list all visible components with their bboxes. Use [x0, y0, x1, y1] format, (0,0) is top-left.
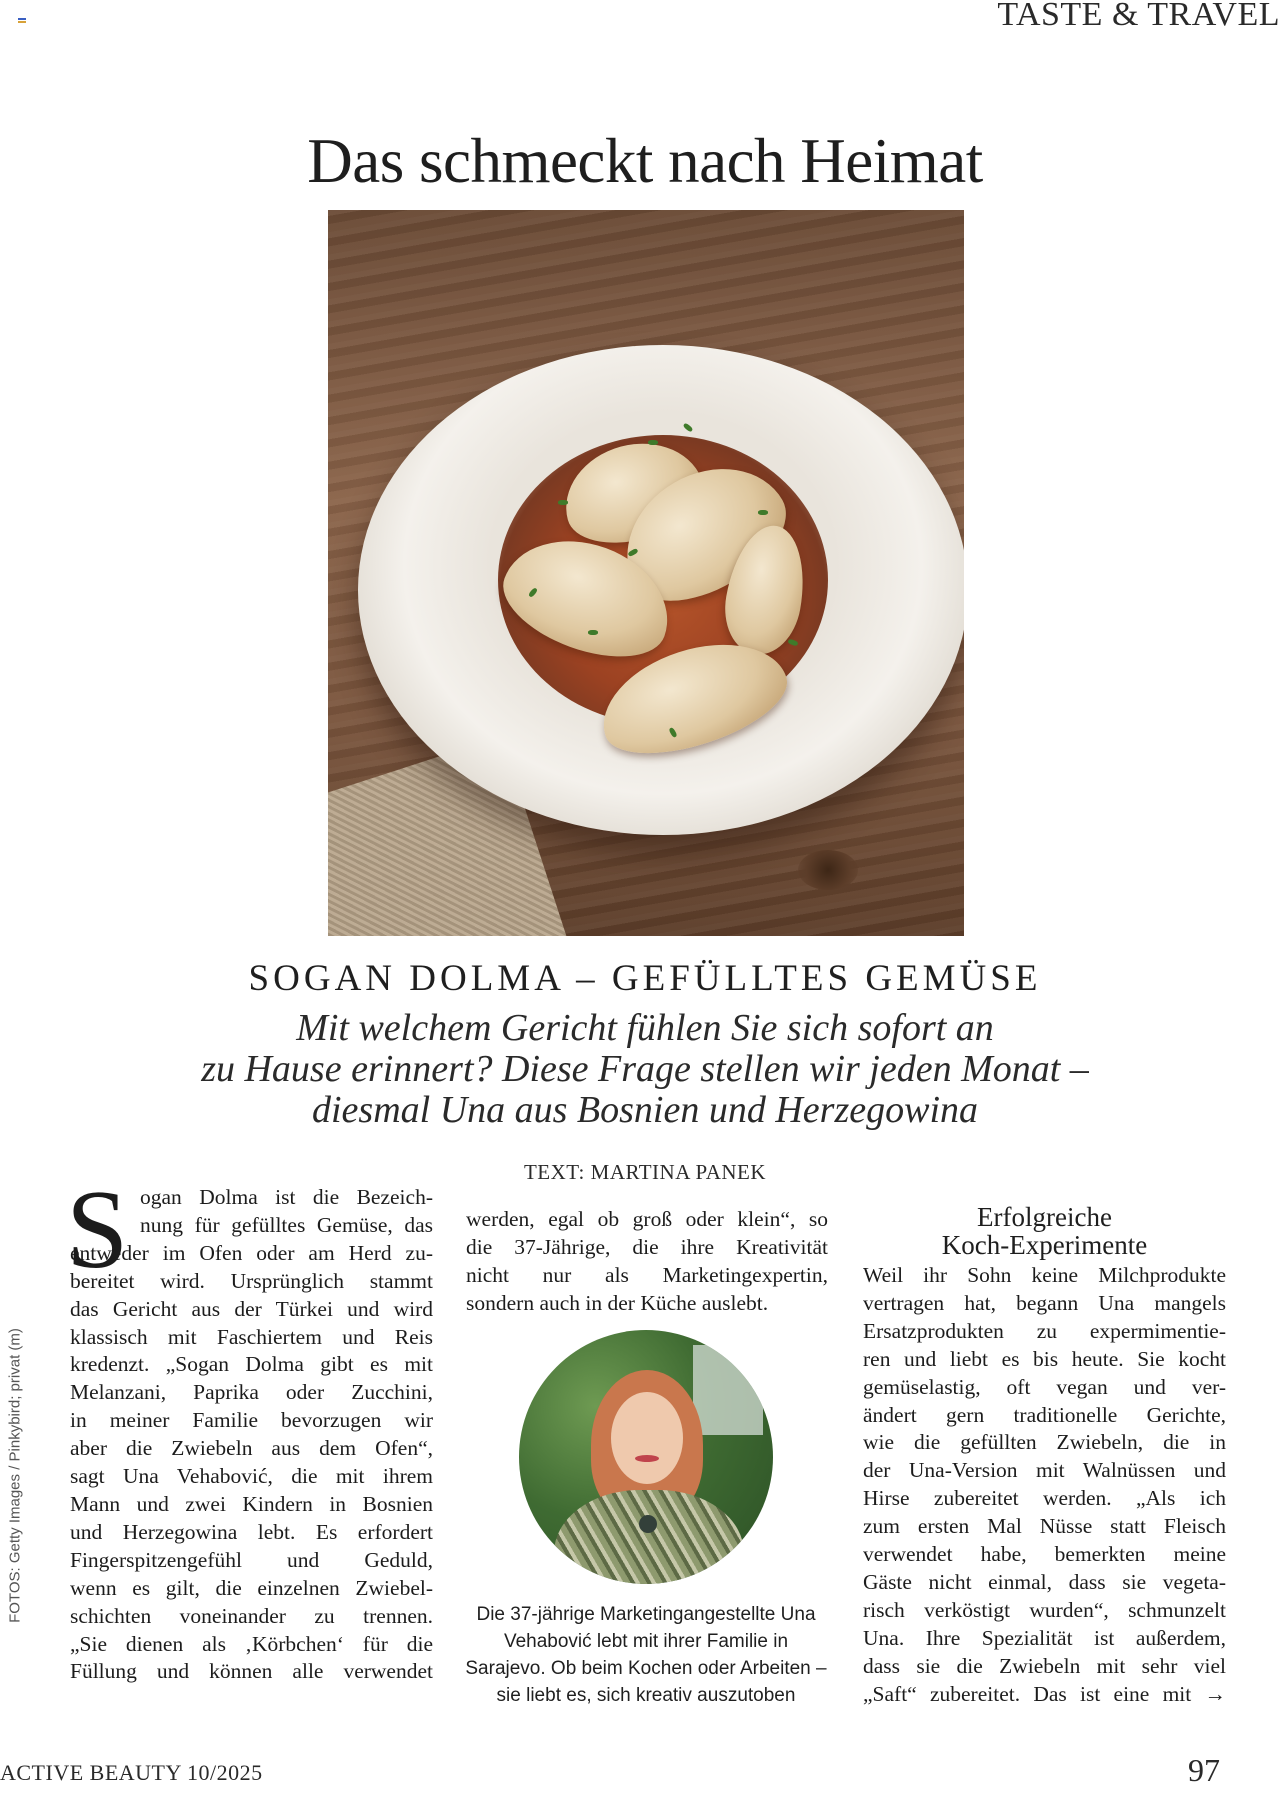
- text-line: Mann und zwei Kindern in Bosnien: [70, 1491, 433, 1516]
- food-photo: [328, 210, 964, 936]
- flag-mark-icon: [18, 18, 26, 23]
- magazine-issue: ACTIVE BEAUTY 10/2025: [0, 1760, 263, 1785]
- text-line: und Herzegowina lebt. Es erfordert: [70, 1519, 433, 1544]
- page-title: Das schmeckt nach Heimat: [307, 126, 983, 196]
- text-line: klassisch mit Faschiertem und Reis: [70, 1324, 433, 1349]
- portrait-face: [611, 1392, 683, 1484]
- dish-subhead: SOGAN DOLMA – GEFÜLLTES GEMÜSE: [248, 958, 1042, 999]
- text-line: vertragen hat, begann Una mangels: [863, 1290, 1226, 1315]
- text-line: gemüselastig, oft vegan und ver-: [863, 1374, 1226, 1399]
- text-line: wenn es gilt, die einzelnen Zwiebel-: [70, 1575, 433, 1600]
- text-line: Ersatzprodukten zu expermimentie-: [863, 1318, 1226, 1343]
- heading-line: Erfolgreiche: [977, 1202, 1112, 1232]
- intro-text: [170, 1008, 1120, 1131]
- portrait-blouse: [554, 1490, 744, 1584]
- text-line: Melanzani, Paprika oder Zucchini,: [70, 1380, 433, 1405]
- text-line: werden, egal ob groß oder klein“, so: [466, 1207, 828, 1231]
- drop-cap: S: [66, 1168, 129, 1292]
- photo-credit: FOTOS: Getty Images / Pinkybird; privat (m): [6, 1328, 24, 1623]
- text-line: Fingerspitzengefühl und Geduld,: [70, 1547, 433, 1572]
- text-line: wie die gefüllten Zwiebeln, die in: [863, 1430, 1226, 1455]
- text-line: Weil ihr Sohn keine Milchprodukte: [863, 1263, 1226, 1287]
- text-line: „Saft“ zubereitet. Das ist eine mit →: [863, 1681, 1226, 1706]
- portrait-photo: [519, 1330, 773, 1584]
- text-line: „Sie dienen als ‚Körbchen‘ für die: [70, 1631, 433, 1656]
- article-column-3: [863, 1262, 1226, 1709]
- page-number: 97: [1188, 1752, 1220, 1788]
- text-line: Una. Ihre Spezialität ist außerdem,: [863, 1625, 1226, 1650]
- text-line: kredenzt. „Sogan Dolma gibt es mit: [70, 1352, 433, 1377]
- caption-line: Vehabović lebt mit ihrer Familie in: [503, 1631, 789, 1652]
- intro-line: zu Hause erinnert? Diese Frage stellen wir jeden Monat –: [201, 1048, 1089, 1090]
- text-line: risch verköstigt wurden“, schmunzelt: [863, 1597, 1226, 1622]
- article-column-2: [466, 1206, 828, 1318]
- text-line: nung für gefülltes Gemüse, das: [140, 1212, 433, 1237]
- text-line: ändert gern traditionelle Gerichte,: [863, 1402, 1226, 1427]
- text-line: sagt Una Vehabović, die mit ihrem: [70, 1464, 433, 1489]
- text-line: ren und liebt es bis heute. Sie kocht: [863, 1346, 1226, 1371]
- heading-line: Koch-Experimente: [941, 1230, 1148, 1260]
- text-line: die 37-Jährige, die ihre Kreativität: [466, 1234, 828, 1259]
- text-line: Hirse zubereitet werden. „Als ich: [863, 1486, 1226, 1511]
- text-line: Gäste nicht einmal, dass sie vegeta-: [863, 1569, 1226, 1594]
- section-label: TASTE & TRAVEL: [997, 0, 1280, 33]
- text-line: entweder im Ofen oder am Herd zu-: [70, 1240, 433, 1265]
- text-line: verwendet habe, bemerkten meine: [863, 1542, 1226, 1567]
- intro-line: diesmal Una aus Bosnien und Herzegowina: [311, 1089, 979, 1131]
- text-line: sondern auch in der Küche auslebt.: [466, 1290, 769, 1315]
- portrait-caption: [451, 1601, 841, 1709]
- caption-line: Die 37-jährige Marketingangestellte Una: [476, 1604, 816, 1625]
- text-line: schichten voneinander zu trennen.: [70, 1603, 433, 1628]
- text-line: der Una-Version mit Walnüssen und: [863, 1458, 1226, 1483]
- article-column-1: [70, 1184, 433, 1686]
- text-line: nicht nur als Marketingexpertin,: [466, 1262, 828, 1287]
- text-line: ogan Dolma ist die Bezeich-: [140, 1185, 433, 1209]
- intro-line: Mit welchem Gericht fühlen Sie sich sofort an: [296, 1007, 994, 1049]
- text-line: Füllung und können alle verwendet: [70, 1659, 433, 1684]
- text-line: das Gericht aus der Türkei und wird: [70, 1296, 433, 1321]
- byline: TEXT: MARTINA PANEK: [523, 1160, 767, 1184]
- text-line: aber die Zwiebeln aus dem Ofen“,: [70, 1436, 433, 1461]
- text-line: bereitet wird. Ursprünglich stammt: [70, 1268, 433, 1293]
- text-line: zum ersten Mal Nüsse statt Fleisch: [863, 1514, 1226, 1539]
- text-line: in meiner Familie bevorzugen wir: [70, 1408, 433, 1433]
- caption-line: Sarajevo. Ob beim Kochen oder Arbeiten –: [465, 1658, 827, 1679]
- caption-line: sie liebt es, sich kreativ auszutoben: [496, 1685, 796, 1706]
- column-3-heading: [863, 1203, 1226, 1259]
- text-line: dass sie die Zwiebeln mit sehr viel: [863, 1653, 1226, 1678]
